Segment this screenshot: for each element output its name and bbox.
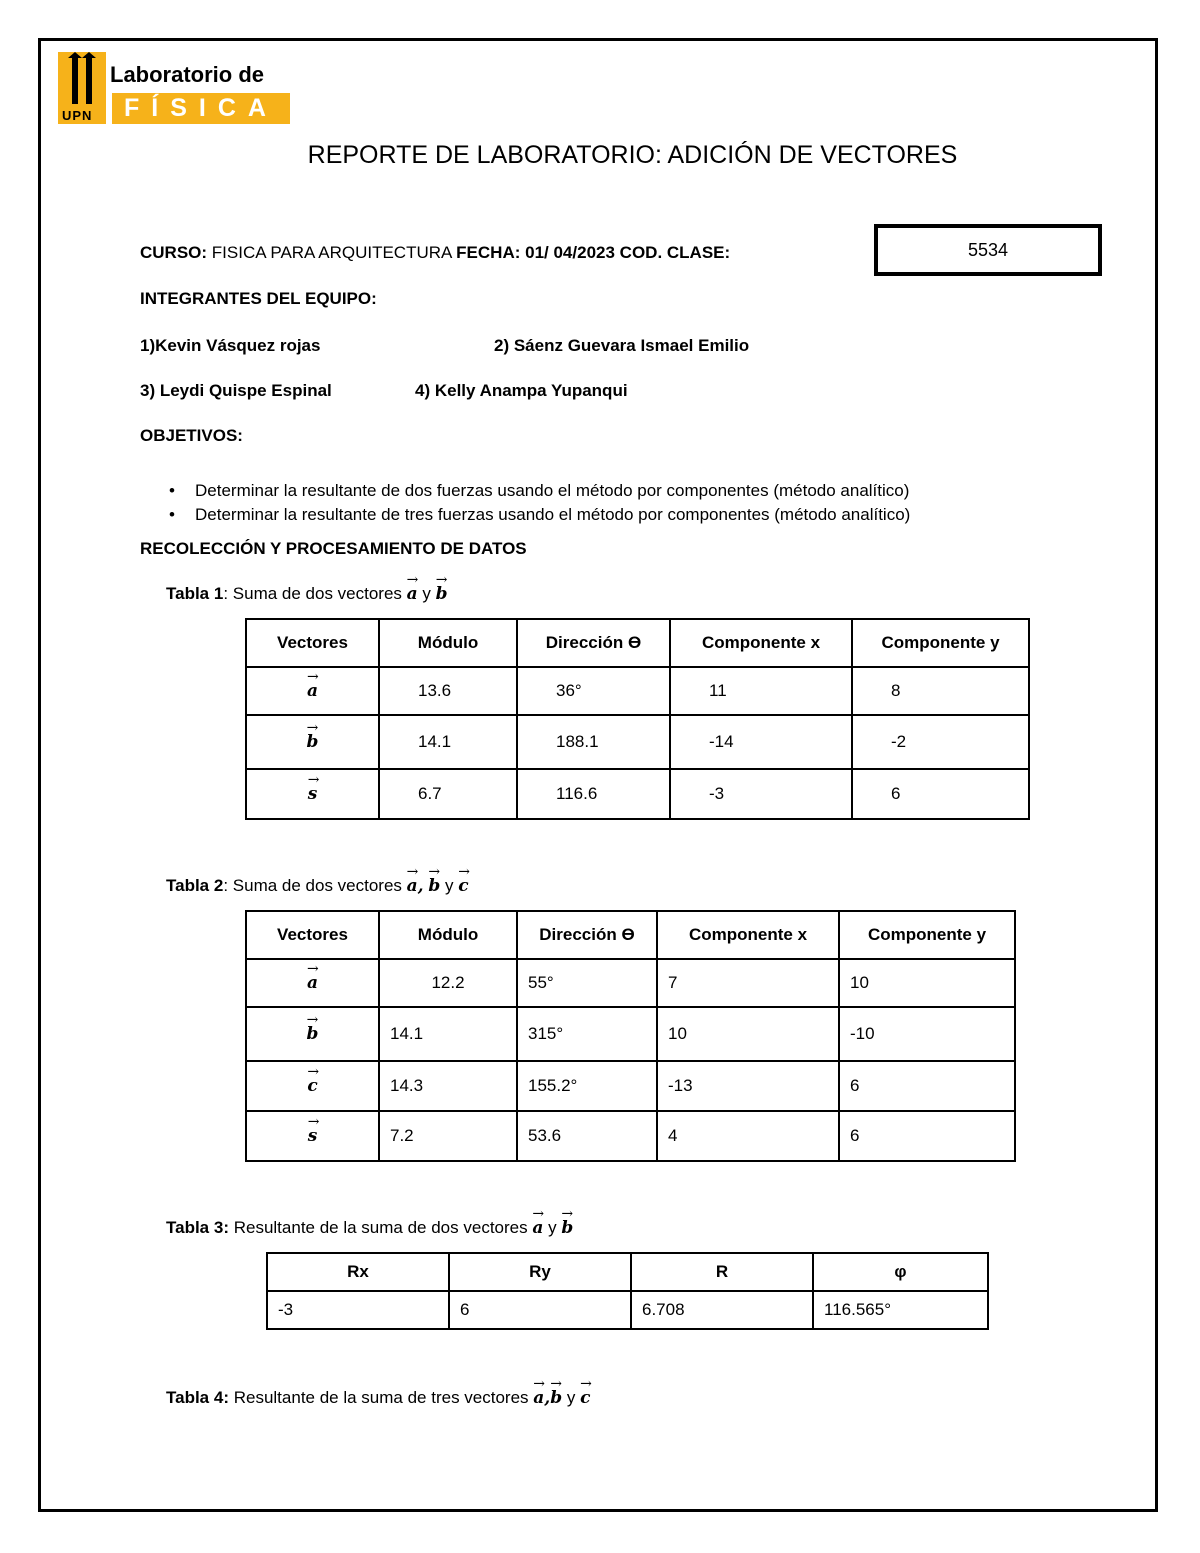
table-row: → c 14.3 155.2° -13 6 [246,1061,1015,1111]
objectives-label: OBJETIVOS: [140,426,243,445]
table-1 [245,618,1030,820]
table1-caption: Tabla 1: Suma de dos vectores → a y → b [166,572,448,604]
objectives-list [195,479,910,527]
table-row: → a 13.6 36° 11 8 [246,667,1029,715]
objective-item: • Determinar la resultante de dos fuerzas usando el método por componentes (método analítico) [195,479,910,503]
table-row: → b 14.1 315° 10 -10 [246,1007,1015,1061]
upn-label: UPN [62,108,93,123]
member-3: 3) Leydi Quispe Espinal [140,381,332,400]
table-header: Módulo [379,619,517,667]
team-label: INTEGRANTES DEL EQUIPO: [140,289,377,308]
table-header: φ [813,1253,988,1291]
table-row: → a 12.2 55° 7 10 [246,959,1015,1007]
objective-item: • Determinar la resultante de tres fuerzas usando el método por componentes (método analítico) [195,503,910,527]
table-header: Rx [267,1253,449,1291]
member-2: 2) Sáenz Guevara Ismael Emilio [494,336,750,355]
table-2 [245,910,1016,1162]
table-header: R [631,1253,813,1291]
table-header: Módulo [379,911,517,959]
table-header: Componente y [839,911,1015,959]
logo-line2: FÍSICA [112,93,290,124]
table-header: Componente x [657,911,839,959]
table-row: → s 6.7 116.6 -3 6 [246,769,1029,819]
table-header: Vectores [246,619,379,667]
table-row: → b 14.1 188.1 -14 -2 [246,715,1029,769]
table-row: -3 6 6.708 116.565° [267,1291,988,1329]
table-row: → s 7.2 53.6 4 6 [246,1111,1015,1161]
table-header: Componente x [670,619,852,667]
table2-caption: Tabla 2: Suma de dos vectores → a, → b y → c [166,864,470,896]
course-line: CURSO: FISICA PARA ARQUITECTURA FECHA: 01/ 04/2023 COD. CLASE: [140,243,731,262]
table3-caption: Tabla 3: Resultante de la suma de dos vectores → a y → b [166,1206,574,1238]
class-code-box: 5534 [874,224,1102,276]
table-header: Vectores [246,911,379,959]
logo-line1: Laboratorio de [110,62,265,87]
data-section-heading: RECOLECCIÓN Y PROCESAMIENTO DE DATOS [140,539,527,558]
member-4: 4) Kelly Anampa Yupanqui [415,381,628,400]
page-title: REPORTE DE LABORATORIO: ADICIÓN DE VECTORES [307,141,958,169]
table-header: Dirección ϴ [517,619,670,667]
table-header: Dirección ϴ [517,911,657,959]
table-header: Componente y [852,619,1029,667]
table4-caption: Tabla 4: Resultante de la suma de tres vectores → a, → b y → c [166,1376,592,1408]
table-3 [266,1252,989,1330]
member-1: 1)Kevin Vásquez rojas [140,336,321,355]
table-header: Ry [449,1253,631,1291]
